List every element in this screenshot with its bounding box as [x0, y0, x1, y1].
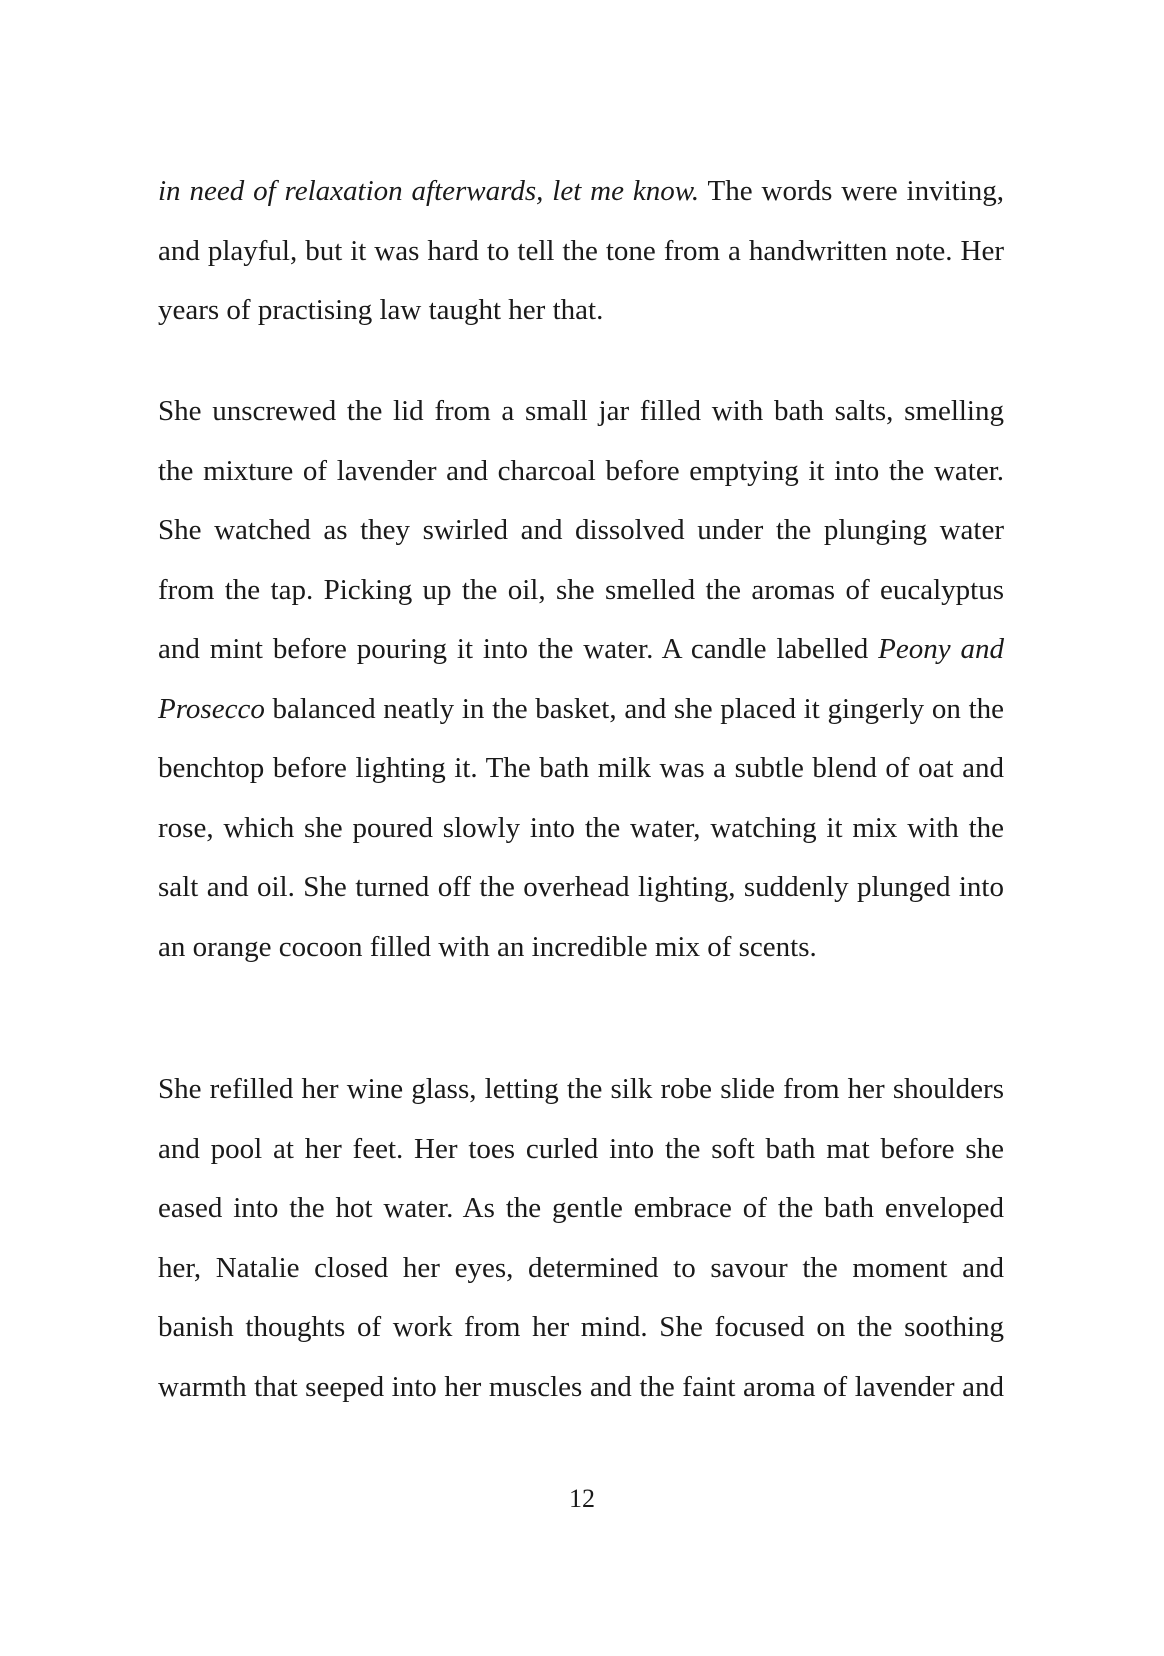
paragraph-3 — [158, 1060, 1004, 1417]
paragraph-2-text-end: balanced neatly in the basket, and she placed it gingerly on the benchtop before lighting it. The bath milk was a subtle blend of oat and rose, which she poured slowly into the water, watching it mix with the salt and oil. She turned off the overhead lighting, suddenly plunged into an orange cocoon filled with an incredible mix of scents. — [158, 692, 1004, 963]
paragraph-3-text: She refilled her wine glass, letting the silk robe slide from her shoulders and pool at her feet. Her toes curled into the soft bath mat before she eased into the hot water. As the gentle embrace of the bath enveloped her, Natalie closed her eyes, determined to savour the moment and banish thoughts of work from her mind. She focused on the soothing warmth that seeped into her muscles and the faint aroma of lavender and — [158, 1073, 1004, 1403]
paragraph-1 — [158, 162, 1004, 341]
paragraph-2-text-start: She unscrewed the lid from a small jar filled with bath salts, smelling the mixture of lavender and charcoal before emptying it into the water. She watched as they swirled and dissolved under the plunging water from the tap. Picking up the oil, she smelled the aromas of eucalyptus and mint before pouring it into the water. A candle labelled — [158, 395, 1004, 665]
paragraph-2 — [158, 382, 1004, 977]
paragraph-1-text: The words were inviting, and playful, but it was hard to tell the tone from a handwritten note. Her years of practising law taught her that. — [158, 175, 1004, 326]
page-number: 12 — [569, 1484, 595, 1513]
paragraph-1-italic-lead: in need of relaxation afterwards, let me know. — [158, 175, 700, 207]
candle-name-italic: Peony and Prosecco — [158, 633, 1004, 725]
